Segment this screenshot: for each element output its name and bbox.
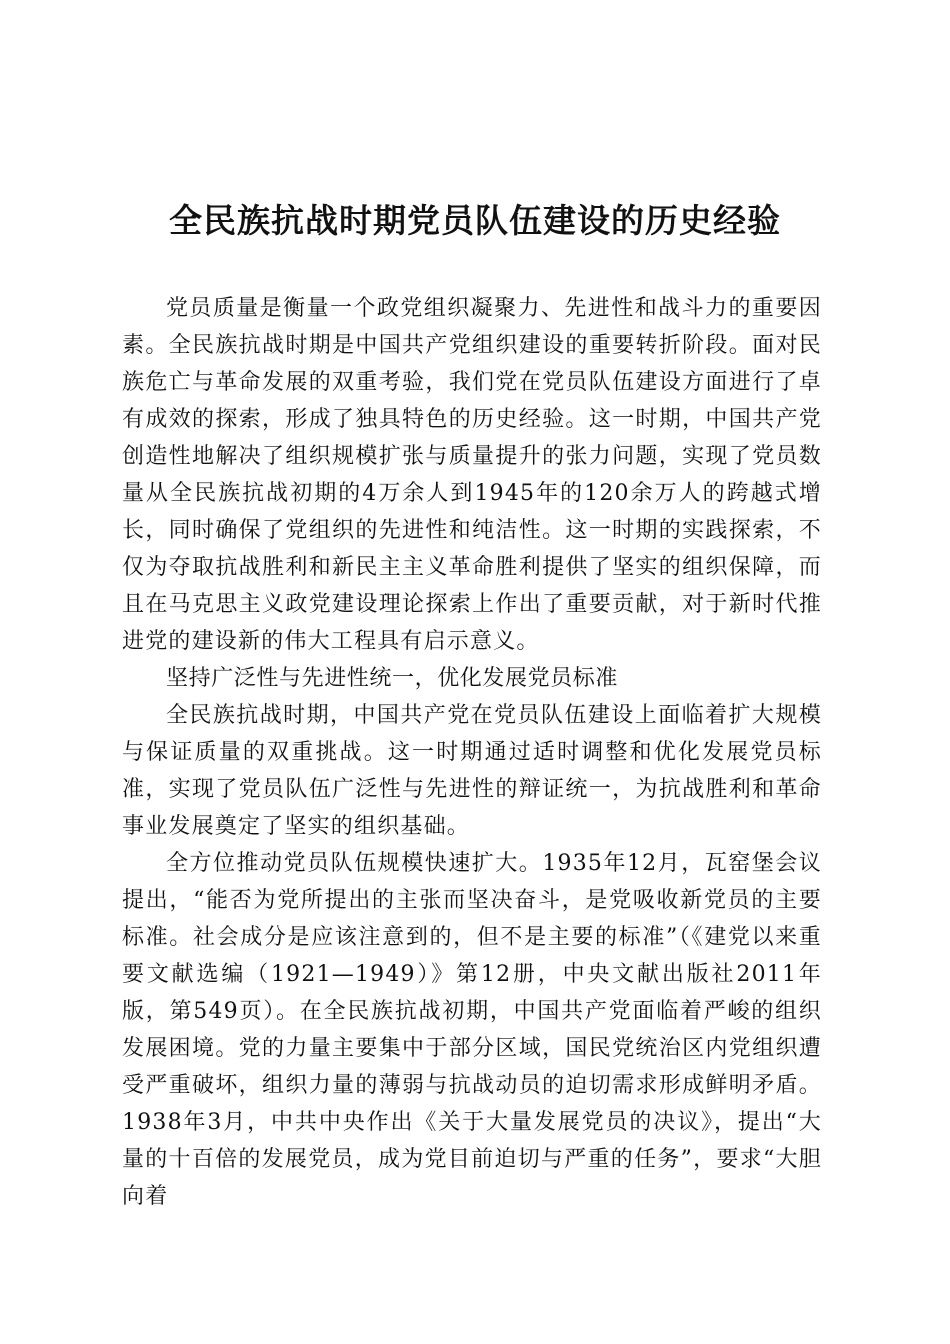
intro-paragraph: 党员质量是衡量一个政党组织凝聚力、先进性和战斗力的重要因素。全民族抗战时期是中国共产党组织建设的重要转折阶段。面对民族危亡与革命发展的双重考验，我们党在党员队伍建设方面进行了卓有成效的探索，形成了独具特色的历史经验。这一时期，中国共产党创造性地解决了组织规模扩张与质量提升的张力问题，实现了党员数量从全民族抗战初期的4万余人到1945年的120余万人的跨越式增长，同时确保了党组织的先进性和纯洁性。这一时期的实践探索，不仅为夺取抗战胜利和新民主主义革命胜利提供了坚实的组织保障，而且在马克思主义政党建设理论探索上作出了重要贡献，对于新时代推进党的建设新的伟大工程具有启示意义。 [122,296,822,654]
section-paragraph-1: 全民族抗战时期，中国共产党在党员队伍建设上面临着扩大规模与保证质量的双重挑战。这一时期通过适时调整和优化发展党员标准，实现了党员队伍广泛性与先进性的辩证统一，为抗战胜利和革命事业发展奠定了坚实的组织基础。 [122,703,822,839]
document-title: 全民族抗战时期党员队伍建设的历史经验 [169,201,781,240]
document-body [122,290,822,1215]
section-paragraph-2: 全方位推动党员队伍规模快速扩大。1935年12月，瓦窑堡会议提出，“能否为党所提出的主张而坚决奋斗，是党吸收新党员的主要标准。社会成分是应该注意到的，但不是主要的标准”（《建党以来重要文献选编（1921—1949）》第12册，中央文献出版社2011年版，第549页）。在全民族抗战初期，中国共产党面临着严峻的组织发展困境。党的力量主要集中于部分区域，国民党统治区内党组织遭受严重破坏，组织力量的薄弱与抗战动员的迫切需求形成鲜明矛盾。1938年3月，中共中央作出《关于大量发展党员的决议》，提出“大量的十百倍的发展党员，成为党目前迫切与严重的任务”，要求“大胆向着 [122,851,822,1209]
section-heading: 坚持广泛性与先进性统一，优化发展党员标准 [166,666,619,691]
